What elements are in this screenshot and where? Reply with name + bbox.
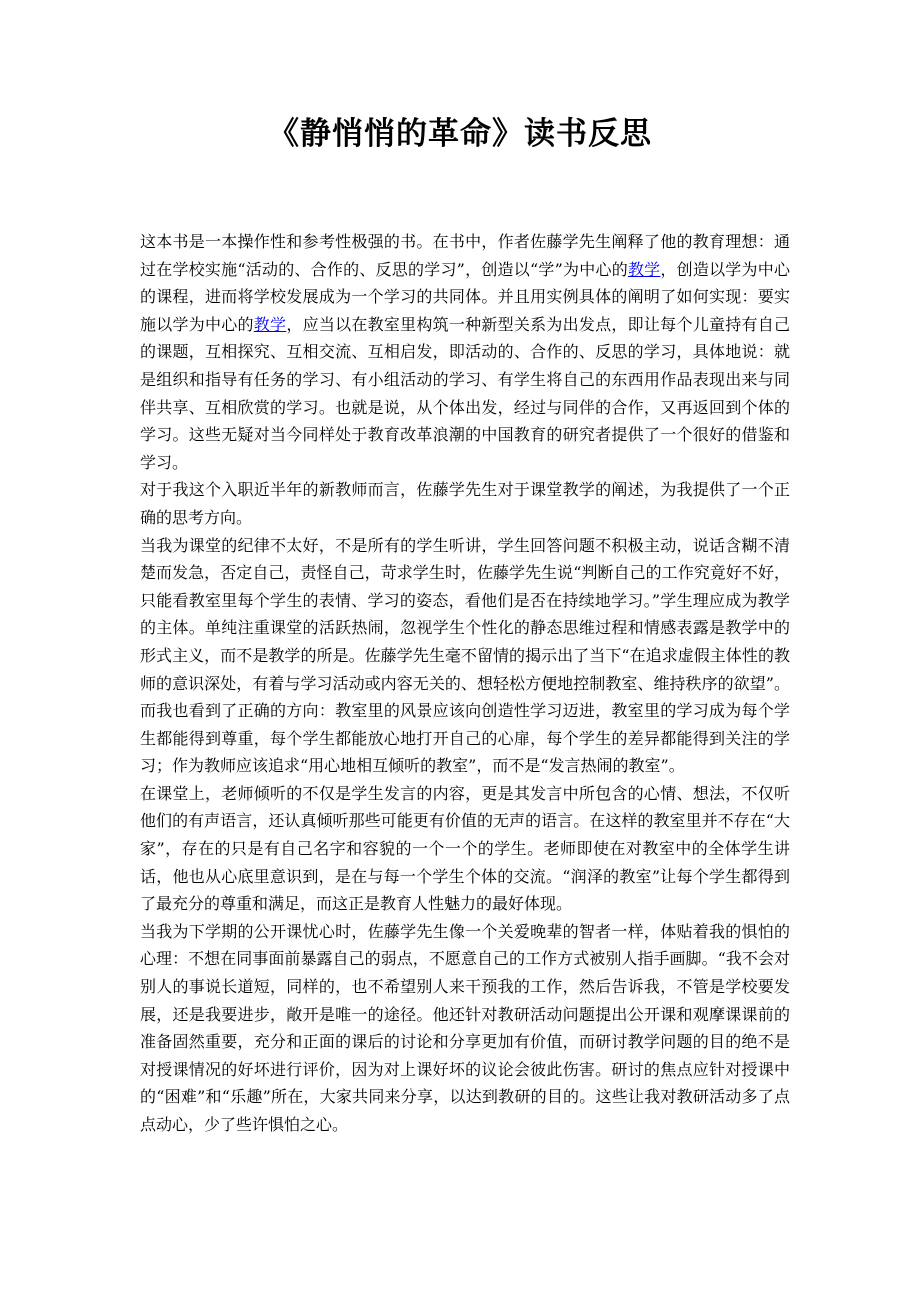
paragraph-4: 在课堂上，老师倾听的不仅是学生发言的内容，更是其发言中所包含的心情、想法，不仅听他们的有声语言，还认真倾听那些可能更有价值的无声的语言。在这样的教室里并不存在“大家”，存在的只是有自己名字和容貌的一个一个的学生。老师即使在对教室中的全体学生讲话，他也从心底里意识到，是在与每一个学生个体的交流。“润泽的教室”让每个学生都得到了最充分的尊重和满足，而这正是教育人性魅力的最好体现。 xyxy=(140,783,790,914)
paragraph-text: ，应当以在教室里构筑一种新型关系为出发点，即让每个儿童持有自己的课题，互相探究、互相交流、互相启发，即活动的、合作的、反思的学习，具体地说：就是组织和指导有任务的学习、有小组活动的学习、有学生将自己的东西用作品表现出来与同伴共享、互相欣赏的学习。也就是说，从个体出发，经过与同伴的合作，又再返回到个体的学习。这些无疑对当今同样处于教育改革浪潮的中国教育的研究者提供了一个很好的借鉴和学习。 xyxy=(140,314,790,472)
teaching-link[interactable]: 教学 xyxy=(253,314,287,334)
document-title: 《静悄悄的革命》读书反思 xyxy=(268,116,652,152)
paragraph-2: 对于我这个入职近半年的新教师而言，佐藤学先生对于课堂教学的阐述，为我提供了一个正确的思考方向。 xyxy=(140,480,790,527)
paragraph-5: 当我为下学期的公开课忧心时，佐藤学先生像一个关爱晚辈的智者一样，体贴着我的惧怕的心理：不想在同事面前暴露自己的弱点，不愿意自己的工作方式被别人指手画脚。“我不会对别人的事说长道短，同样的，也不希望别人来干预我的工作，然后告诉我，不管是学校要发展，还是我要进步，敞开是唯一的途径。他还针对教研活动问题提出公开课和观摩课课前的准备固然重要，充分和正面的课后的讨论和分享更加有价值，而研讨教学问题的目的绝不是对授课情况的好坏进行评价，因为对上课好坏的议论会彼此伤害。研讨的焦点应针对授课中的“困难”和“乐趣”所在，大家共同来分享，以达到教研的目的。这些让我对教研活动多了点点动心，少了些许惧怕之心。 xyxy=(140,921,790,1134)
paragraph-1 xyxy=(140,228,790,476)
paragraph-text: 这本书是一本操作性和参考性极强的书。在书中，作者佐藤学先生阐释了他的教育理想：通过在学校实施“活动的、合作的、反思的学习”，创造以“学”为中心的 xyxy=(140,232,790,279)
document-body xyxy=(140,228,790,1139)
teaching-link[interactable]: 教学 xyxy=(627,259,661,279)
paragraph-3: 当我为课堂的纪律不太好，不是所有的学生听讲，学生回答问题不积极主动，说话含糊不清楚而发急，否定自己，责怪自己，苛求学生时，佐藤学先生说“判断自己的工作究竟好不好，只能看教室里每个学生的表情、学习的姿态，看他们是否在持续地学习。”学生理应成为教学的主体。单纯注重课堂的活跃热闹，忽视学生个性化的静态思维过程和情感表露是教学中的形式主义，而不是教学的所是。佐藤学先生毫不留情的揭示出了当下“在追求虚假主体性的教师的意识深处，有着与学习活动或内容无关的、想轻松方便地控制教室、维持秩序的欲望”。而我也看到了正确的方向：教室里的风景应该向创造性学习迈进，教室里的学习成为每个学生都能得到尊重，每个学生都能放心地打开自己的心扉，每个学生的差异都能得到关注的学习；作为教师应该追求“用心地相互倾听的教室”，而不是“发言热闹的教室”。 xyxy=(140,535,790,776)
paragraph-text: ，创造以学为中心的课程，进而将学校发展成为一个学习的共同体。并且用实例具体的阐明了如何实现：要实施以学为中心的 xyxy=(140,259,790,334)
